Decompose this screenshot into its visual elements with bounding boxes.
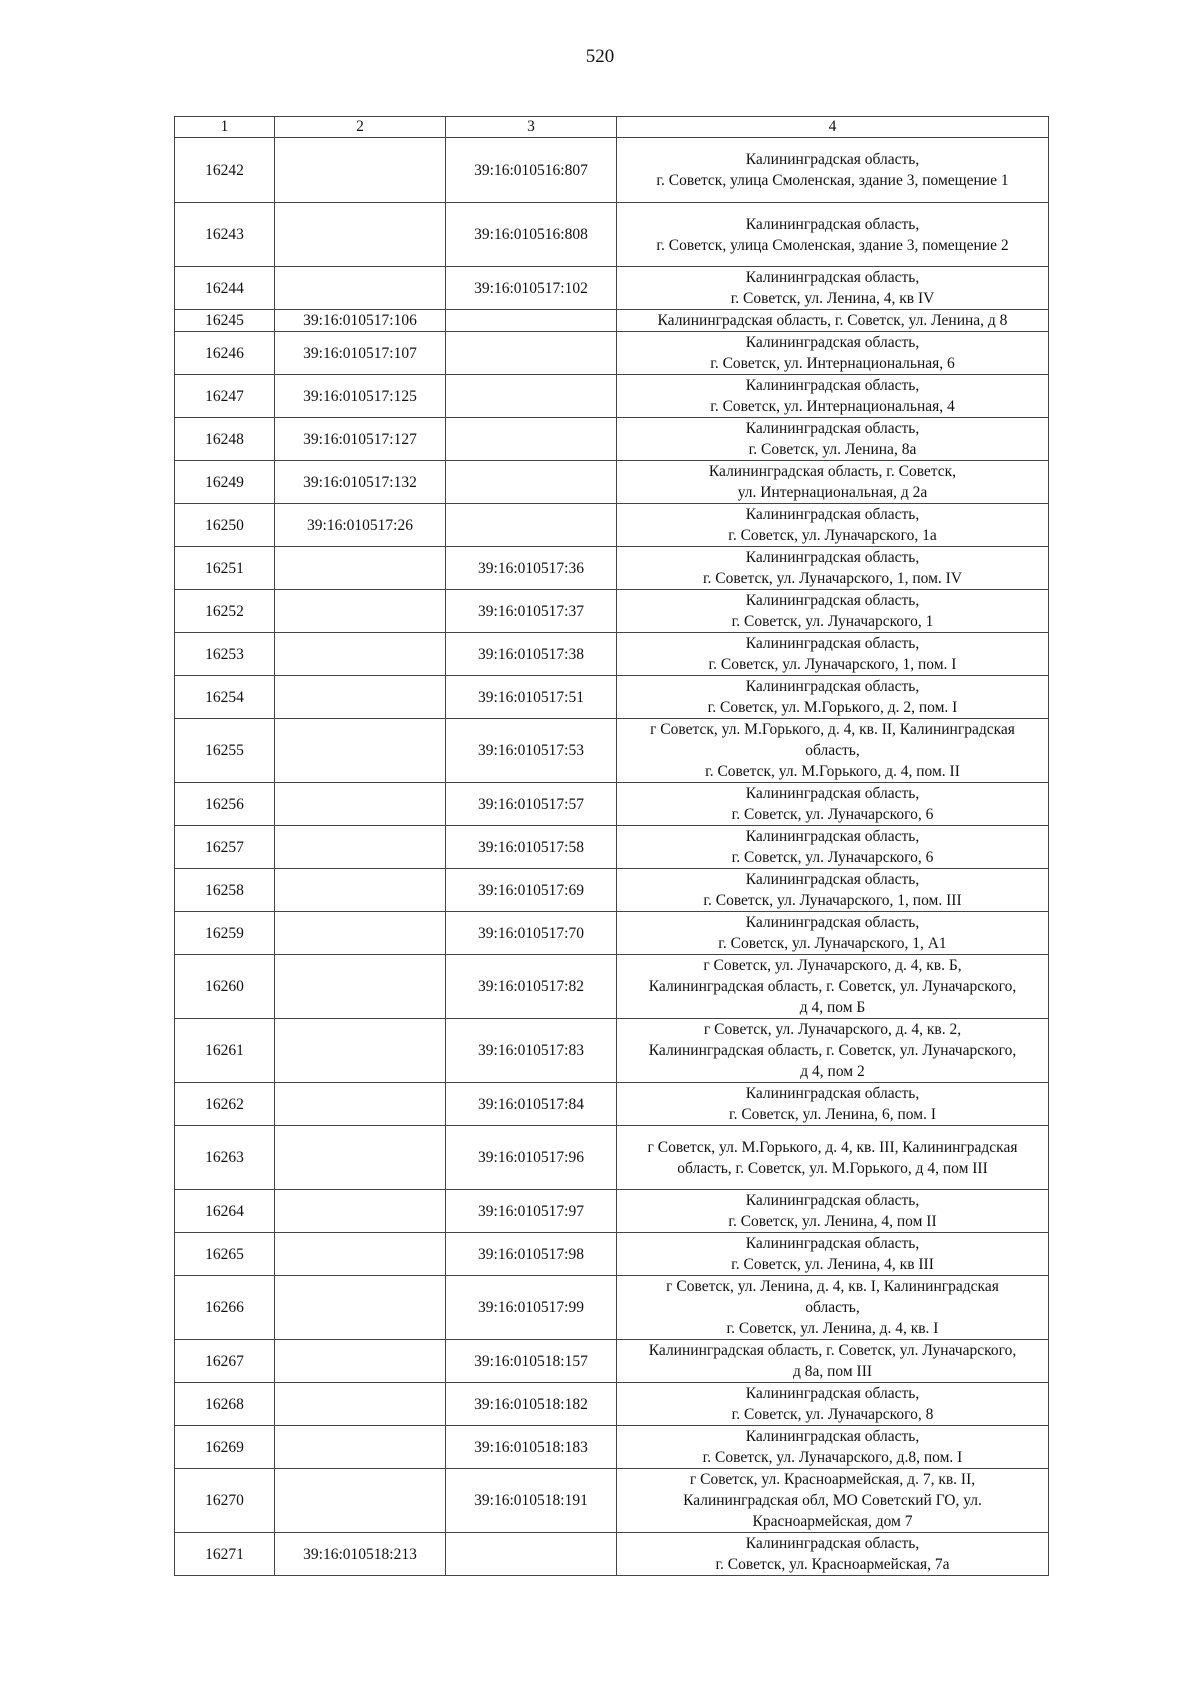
table-row [175,1233,1049,1276]
cadastral-number-col3-cell: 39:16:010518:182 [446,1383,617,1426]
cadastral-number-col2-cell: 39:16:010517:127 [275,418,446,461]
cadastral-number-col2-cell [275,1276,446,1340]
row-number-cell: 16256 [175,783,275,826]
cadastral-number-col2-cell [275,826,446,869]
cadastral-number-col2-cell: 39:16:010517:106 [275,310,446,332]
table-row [175,418,1049,461]
address-cell: Калининградская область, г. Советск, ул. Луначарского, д 8а, пом III [617,1340,1049,1383]
cadastral-number-col3-cell: 39:16:010517:69 [446,869,617,912]
row-number-cell: 16270 [175,1469,275,1533]
cadastral-number-col3-cell [446,504,617,547]
row-number-cell: 16259 [175,912,275,955]
table-row [175,633,1049,676]
table-row [175,461,1049,504]
address-cell: Калининградская область, г. Советск, ул. Луначарского, 1, пом. I [617,633,1049,676]
address-cell: Калининградская область, г. Советск, ул. Интернациональная, 6 [617,332,1049,375]
cadastral-number-col3-cell: 39:16:010516:807 [446,138,617,203]
table-row [175,590,1049,633]
address-cell: Калининградская область, г. Советск, ул. Ленина, 4, кв IV [617,267,1049,310]
cadastral-number-col3-cell [446,461,617,504]
row-number-cell: 16242 [175,138,275,203]
address-cell: Калининградская область, г. Советск, ул. Луначарского, 1 [617,590,1049,633]
row-number-cell: 16269 [175,1426,275,1469]
row-number-cell: 16266 [175,1276,275,1340]
cadastral-number-col2-cell [275,912,446,955]
cadastral-number-col3-cell: 39:16:010517:98 [446,1233,617,1276]
cadastral-number-col3-cell [446,418,617,461]
row-number-cell: 16246 [175,332,275,375]
address-cell: Калининградская область, г. Советск, ул. Ленина, 4, кв III [617,1233,1049,1276]
cadastral-number-col3-cell: 39:16:010517:58 [446,826,617,869]
table-row [175,1276,1049,1340]
cadastral-number-col2-cell: 39:16:010517:26 [275,504,446,547]
address-cell: г Советск, ул. Красноармейская, д. 7, кв. II, Калининградская обл, МО Советский ГО, ул. Красноармейская, дом 7 [617,1469,1049,1533]
cadastral-number-col3-cell [446,375,617,418]
table-row [175,138,1049,203]
cadastral-number-col3-cell: 39:16:010517:53 [446,719,617,783]
table-row [175,1190,1049,1233]
table-row [175,1426,1049,1469]
table-row [175,955,1049,1019]
address-cell: Калининградская область, г. Советск, ул. Луначарского, 8 [617,1383,1049,1426]
cadastral-number-col3-cell: 39:16:010517:96 [446,1126,617,1190]
row-number-cell: 16261 [175,1019,275,1083]
header-row [175,117,1049,138]
address-cell: Калининградская область, г. Советск, ул. Интернациональная, д 2а [617,461,1049,504]
cadastral-number-col2-cell: 39:16:010517:132 [275,461,446,504]
address-cell: г Советск, ул. М.Горького, д. 4, кв. III, Калининградская область, г. Советск, ул. М.Горького, д 4, пом III [617,1126,1049,1190]
cadastral-number-col2-cell [275,590,446,633]
address-cell: Калининградская область, г. Советск, ул. Ленина, 6, пом. I [617,1083,1049,1126]
address-cell: Калининградская область, г. Советск, ул. Луначарского, 1а [617,504,1049,547]
row-number-cell: 16255 [175,719,275,783]
cadastral-number-col2-cell: 39:16:010518:213 [275,1533,446,1576]
table-row [175,719,1049,783]
cadastral-number-col2-cell [275,869,446,912]
cadastral-number-col2-cell: 39:16:010517:125 [275,375,446,418]
address-cell: Калининградская область, г. Советск, ул. Луначарского, 1, пом. III [617,869,1049,912]
row-number-cell: 16265 [175,1233,275,1276]
cadastral-number-col3-cell [446,1533,617,1576]
cadastral-number-col3-cell: 39:16:010517:57 [446,783,617,826]
row-number-cell: 16260 [175,955,275,1019]
row-number-cell: 16262 [175,1083,275,1126]
address-cell: г Советск, ул. М.Горького, д. 4, кв. II, Калининградская область, г. Советск, ул. М.Горького, д. 4, пом. II [617,719,1049,783]
table-row [175,1019,1049,1083]
address-cell: г Советск, ул. Луначарского, д. 4, кв. 2, Калининградская область, г. Советск, ул. Луначарского, д 4, пом 2 [617,1019,1049,1083]
row-number-cell: 16252 [175,590,275,633]
address-cell: г Советск, ул. Луначарского, д. 4, кв. Б, Калининградская область, г. Советск, ул. Луначарского, д 4, пом Б [617,955,1049,1019]
cadastral-number-col3-cell: 39:16:010517:51 [446,676,617,719]
row-number-cell: 16244 [175,267,275,310]
column-header-3: 3 [446,117,617,138]
row-number-cell: 16248 [175,418,275,461]
cadastral-number-col2-cell [275,783,446,826]
table-row [175,547,1049,590]
page-number: 520 [585,46,615,67]
column-header-1: 1 [175,117,275,138]
address-cell: г Советск, ул. Ленина, д. 4, кв. I, Калининградская область, г. Советск, ул. Ленина, д. 4, кв. I [617,1276,1049,1340]
cadastral-number-col2-cell [275,676,446,719]
row-number-cell: 16247 [175,375,275,418]
cadastral-number-col3-cell: 39:16:010517:97 [446,1190,617,1233]
table-row [175,1340,1049,1383]
table-row [175,504,1049,547]
row-number-cell: 16253 [175,633,275,676]
cadastral-number-col3-cell: 39:16:010516:808 [446,203,617,267]
address-cell: Калининградская область, г. Советск, ул. М.Горького, д. 2, пом. I [617,676,1049,719]
table-row [175,826,1049,869]
cadastral-number-col3-cell [446,310,617,332]
address-cell: Калининградская область, г. Советск, ул. Ленина, 4, пом II [617,1190,1049,1233]
table-row [175,267,1049,310]
cadastral-number-col3-cell: 39:16:010517:84 [446,1083,617,1126]
row-number-cell: 16267 [175,1340,275,1383]
address-cell: Калининградская область, г. Советск, ул. Ленина, 8а [617,418,1049,461]
address-cell: Калининградская область, г. Советск, улица Смоленская, здание 3, помещение 2 [617,203,1049,267]
row-number-cell: 16249 [175,461,275,504]
address-cell: Калининградская область, г. Советск, улица Смоленская, здание 3, помещение 1 [617,138,1049,203]
cadastral-number-col2-cell [275,1469,446,1533]
column-header-2: 2 [275,117,446,138]
cadastral-number-col2-cell [275,719,446,783]
table-row [175,676,1049,719]
row-number-cell: 16245 [175,310,275,332]
cadastral-number-col3-cell: 39:16:010517:37 [446,590,617,633]
cadastral-number-col3-cell [446,332,617,375]
table-row [175,332,1049,375]
table-row [175,783,1049,826]
cadastral-number-col2-cell [275,1083,446,1126]
cadastral-number-col2-cell: 39:16:010517:107 [275,332,446,375]
cadastral-number-col3-cell: 39:16:010517:38 [446,633,617,676]
row-number-cell: 16258 [175,869,275,912]
table-row [175,869,1049,912]
cadastral-number-col2-cell [275,267,446,310]
cadastral-number-col3-cell: 39:16:010517:70 [446,912,617,955]
cadastral-number-col2-cell [275,1126,446,1190]
row-number-cell: 16243 [175,203,275,267]
cadastral-number-col3-cell: 39:16:010517:99 [446,1276,617,1340]
cadastral-number-col3-cell: 39:16:010517:82 [446,955,617,1019]
cadastral-number-col2-cell [275,1019,446,1083]
address-cell: Калининградская область, г. Советск, ул. Луначарского, 1, А1 [617,912,1049,955]
table-row [175,1083,1049,1126]
cadastral-number-col2-cell [275,138,446,203]
table-row [175,912,1049,955]
row-number-cell: 16268 [175,1383,275,1426]
address-cell: Калининградская область, г. Советск, ул. Красноармейская, 7а [617,1533,1049,1576]
cadastral-number-col3-cell: 39:16:010517:36 [446,547,617,590]
row-number-cell: 16254 [175,676,275,719]
row-number-cell: 16264 [175,1190,275,1233]
address-cell: Калининградская область, г. Советск, ул. Интернациональная, 4 [617,375,1049,418]
table-row [175,1533,1049,1576]
row-number-cell: 16250 [175,504,275,547]
column-header-4: 4 [617,117,1049,138]
address-cell: Калининградская область, г. Советск, ул. Луначарского, 1, пом. IV [617,547,1049,590]
cadastral-number-col2-cell [275,203,446,267]
registry-table [174,116,1049,1576]
cadastral-number-col2-cell [275,633,446,676]
row-number-cell: 16251 [175,547,275,590]
cadastral-number-col2-cell [275,1190,446,1233]
cadastral-number-col2-cell [275,1340,446,1383]
cadastral-number-col2-cell [275,1233,446,1276]
table-row [175,203,1049,267]
cadastral-number-col3-cell: 39:16:010518:191 [446,1469,617,1533]
row-number-cell: 16263 [175,1126,275,1190]
table-row [175,310,1049,332]
table-row [175,1469,1049,1533]
cadastral-number-col2-cell [275,955,446,1019]
cadastral-number-col2-cell [275,1426,446,1469]
address-cell: Калининградская область, г. Советск, ул. Луначарского, 6 [617,783,1049,826]
address-cell: Калининградская область, г. Советск, ул. Ленина, д 8 [617,310,1049,332]
cadastral-number-col3-cell: 39:16:010517:83 [446,1019,617,1083]
cadastral-number-col3-cell: 39:16:010517:102 [446,267,617,310]
cadastral-number-col3-cell: 39:16:010518:183 [446,1426,617,1469]
cadastral-number-col2-cell [275,547,446,590]
address-cell: Калининградская область, г. Советск, ул. Луначарского, д.8, пом. I [617,1426,1049,1469]
table-row [175,1126,1049,1190]
cadastral-number-col3-cell: 39:16:010518:157 [446,1340,617,1383]
cadastral-number-col2-cell [275,1383,446,1426]
table-row [175,1383,1049,1426]
address-cell: Калининградская область, г. Советск, ул. Луначарского, 6 [617,826,1049,869]
row-number-cell: 16271 [175,1533,275,1576]
row-number-cell: 16257 [175,826,275,869]
table-row [175,375,1049,418]
